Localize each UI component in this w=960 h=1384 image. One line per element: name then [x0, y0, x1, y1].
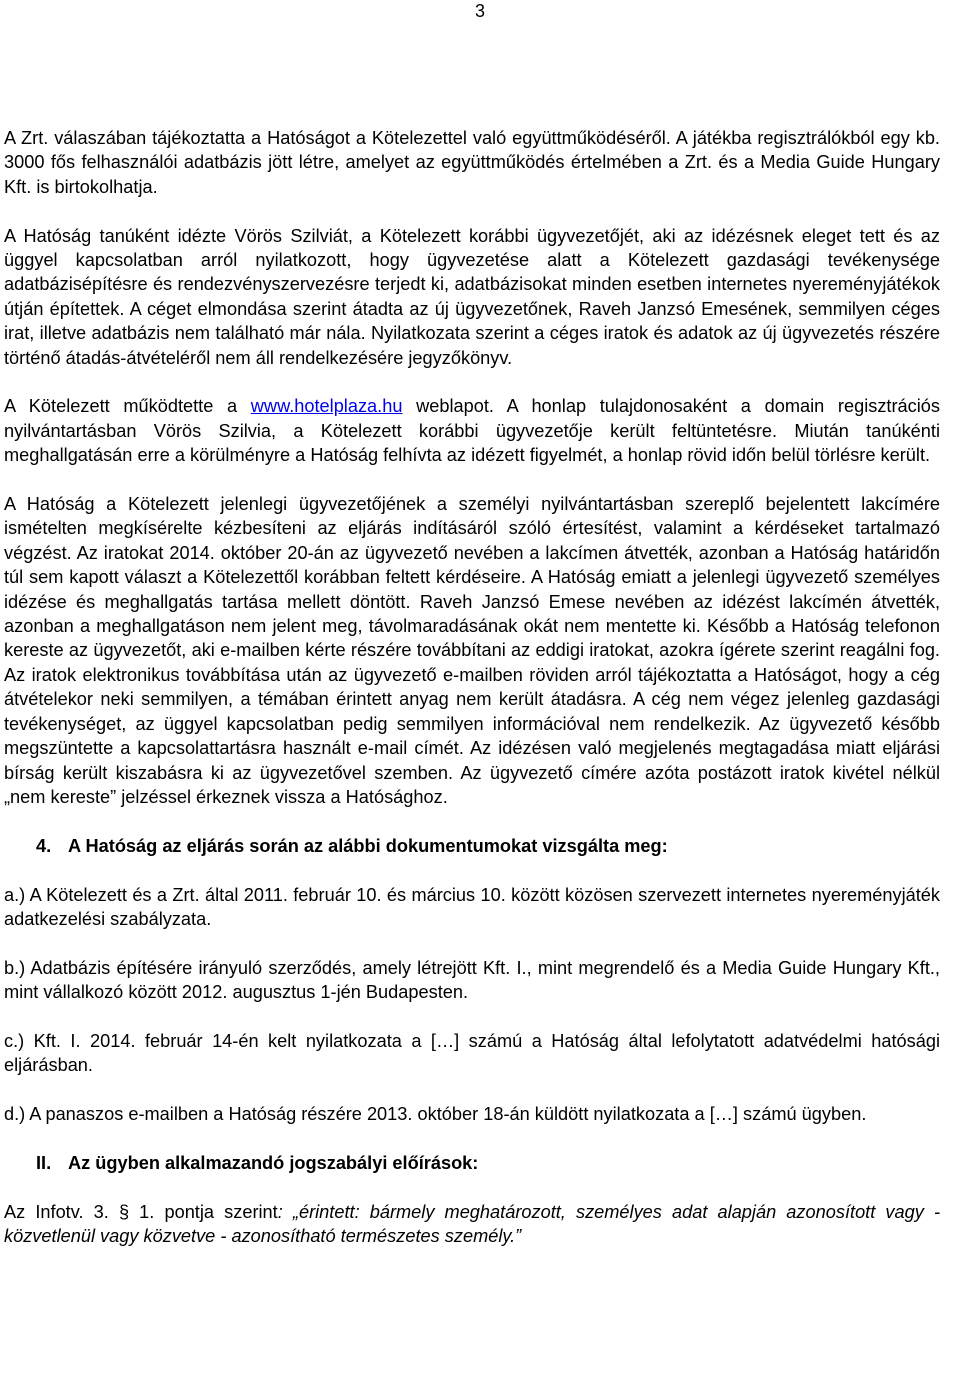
- section-title: A Hatóság az eljárás során az alábbi dokumentumokat vizsgálta meg:: [68, 835, 668, 856]
- definition-colon: :: [277, 1201, 293, 1222]
- paragraph-website: [4, 394, 940, 467]
- website-link[interactable]: www.hotelplaza.hu: [250, 396, 403, 417]
- page-number: 3: [474, 1, 485, 21]
- list-item-a: a.) A Kötelezett és a Zrt. által 2011. február 10. és március 10. között közösen szervezett internetes nyereményjáték adatkezelési szabályzata.: [4, 884, 940, 929]
- paragraph-witness-testimony: A Hatóság tanúként idézte Vörös Szilviát, a Kötelezett korábbi ügyvezetőjét, aki az idézésnek eleget tett és az üggyel kapcsolatban arról nyilatkozott, hogy ügyvezetése alatt a Kötelezett gazdasági tevékenysége adatbázisépítésre és rendezvényszervezésre terjedt ki, adatbázisokat minden esetben internetes nyereményjátékok útján építettek. A céget elmondása szerint átadta az új ügyvezetőnek, Raveh Janzsó Emesének, semmilyen céges irat, illetve adatbázis nem található már nála. Nyilatkozata szerint a céges iratok és adatok az új ügyvezetés részére történő átadás-átvételéről nem áll rendelkezésére jegyzőkönyv.: [4, 225, 940, 368]
- list-item-d: d.) A panaszos e-mailben a Hatóság részére 2013. október 18-án küldött nyilatkozata a […] számú ügyben.: [4, 1104, 867, 1125]
- section-heading-4: [4, 834, 940, 858]
- list-item-c: c.) Kft. I. 2014. február 14-én kelt nyilatkozata a […] számú a Hatóság által lefolytatott adatvédelmi hatósági eljárásban.: [4, 1030, 940, 1076]
- paragraph-website-rest: weblapot. A honlap tulajdonosaként a domain regisztrációs nyilvántartásban Vörös Szilvia, a Kötelezett korábbi ügyvezetője került feltüntetésre. Miután tanúkénti meghallgatásán erre a körülményre a Hatóság felhívta az idézett figyelmét, a honlap rövid időn belül törlésre került.: [4, 396, 940, 466]
- section-heading-II: [4, 1151, 940, 1175]
- list-item-b: b.) Adatbázis építésére irányuló szerződés, amely létrejött Kft. I., mint megrendelő és a Media Guide Hungary Kft., mint vállalkozó között 2012. augusztus 1-jén Budapesten.: [4, 957, 940, 1003]
- paragraph-website-start: A Kötelezett működtette a: [4, 396, 251, 417]
- definition-source: Az Infotv. 3. § 1. pontja szerint: [4, 1201, 278, 1222]
- paragraph-zrt-response: A Zrt. válaszában tájékoztatta a Hatóságot a Kötelezettel való együttműködéséről. A játékba regisztrálókból egy kb. 3000 fős felhasználói adatbázis jött létre, amelyet az együttműködés értelmében a Zrt. és a Media Guide Hungary Kft. is birtokolhatja.: [4, 128, 940, 197]
- paragraph-infotv-definition: [4, 1200, 940, 1249]
- definition-quote: „érintett: bármely meghatározott, személyes adat alapján azonosított vagy - közvetlenül vagy közvetve - azonosítható természetes személy.”: [4, 1201, 941, 1247]
- section-title: Az ügyben alkalmazandó jogszabályi előírások:: [68, 1152, 479, 1173]
- document-body: [4, 126, 940, 1273]
- section-number: II.: [36, 1152, 52, 1173]
- paragraph-current-manager: A Hatóság a Kötelezett jelenlegi ügyvezetőjének a személyi nyilvántartásban szereplő bejelentett lakcímére ismételten megkísérelte kézbesíteni az eljárás indításáról szóló értesítést, valamint a kérdéseket tartalmazó végzést. Az iratokat 2014. október 20-án az ügyvezető nevében a lakcímen átvették, azonban a Hatóság határidőn túl sem kapott választ a Kötelezettől korábban feltett kérdéseire. A Hatóság emiatt a jelenlegi ügyvezető személyes idézése és meghallgatás tartása mellett döntött. Raveh Janzsó Emese nevében az idézést lakcímén átvették, azonban a meghallgatáson nem jelent meg, távolmaradásának okát nem mentette ki. Később a Hatóság telefonon kereste az ügyvezetőt, aki e-mailben kérte részére továbbítani az eddigi iratokat, azokra ígérete szerint reagálni fog. Az iratok elektronikus továbbítása után az ügyvezető e-mailben röviden arról tájékoztatta a Hatóságot, hogy a cég átvételekor neki semmilyen, a témában érintett anyag nem került átadásra. A cég nem végez jelenleg gazdasági tevékenységet, az üggyel kapcsolatban pedig semmilyen információval nem rendelkezik. Az ügyvezető később megszüntette a kapcsolattartásra használt e-mail címét. Az idézésen való megjelenés megtagadása miatt eljárási bírság került kiszabásra ki az ügyvezetővel szemben. Az ügyvezető címére azóta postázott iratok kivétel nélkül „nem kereste” jelzéssel érkeznek vissza a Hatósághoz.: [4, 494, 940, 807]
- section-number: 4.: [36, 835, 52, 856]
